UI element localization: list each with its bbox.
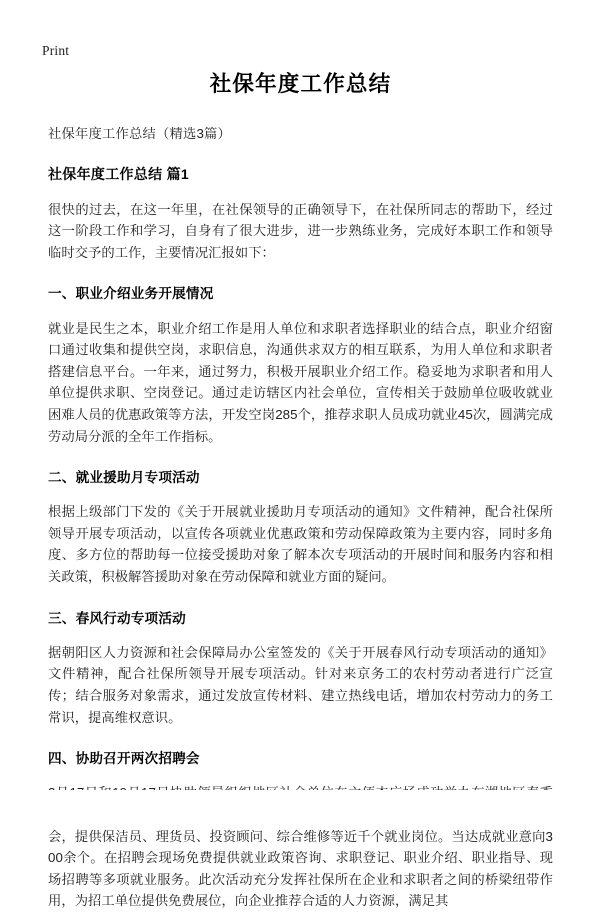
section-paragraph-4: 会，提供保洁员、理货员、投资顾问、综合维修等近千个就业岗位。当达成就业意向300余个。在招聘会现场免费提供就业政策咨询、求职登记、职业介绍、职业指导、现场招聘等多项就业服务。此次活动充分发挥社保所在企业和求职者之间的桥梁纽带作用，为招工单位提供免费展位，向企业推荐合适的人力资源，满足其 xyxy=(48,828,553,909)
section-heading-3: 三、春风行动专项活动 xyxy=(48,610,186,626)
article-heading: 社保年度工作总结 篇1 xyxy=(48,165,189,182)
document-subtitle: 社保年度工作总结（精选3篇） xyxy=(48,126,232,142)
page-bottom-fade xyxy=(0,790,600,828)
page-title: 社保年度工作总结 xyxy=(209,72,392,96)
section-paragraph-3: 据朝阳区人力资源和社会保障局办公室签发的《关于开展春风行动专项活动的通知》文件精神，配合社保所领导开展专项活动。针对来京务工的农村劳动者进行广泛宣传；结合服务对象需求，通过发放宣传材料、建立热线电话，增加农村劳动力的务工常识，提高维权意识。 xyxy=(48,644,553,725)
print-button[interactable]: Print xyxy=(42,43,70,58)
section-paragraph-2: 根据上级部门下发的《关于开展就业援助月专项活动的通知》文件精神，配合社保所领导开展专项活动，以宣传各项就业优惠政策和劳动保障政策为主要内容，同时多角度、多方位的帮助每一位接受援助对象了解本次专项活动的开展时间和服务内容和相关政策，积极解答援助对象在劳动保障和就业方面的疑问。 xyxy=(48,504,553,585)
section-heading-4: 四、协助召开两次招聘会 xyxy=(48,751,200,767)
document-body xyxy=(48,68,553,912)
intro-paragraph: 很快的过去，在这一年里，在社保领导的正确领导下，在社保所同志的帮助下，经过这一阶段工作和学习，自身有了很大进步，进一步熟练业务，完成好本职工作和领导临时交予的工作，主要情况汇报如下： xyxy=(48,201,553,260)
section-heading-1: 一、职业介绍业务开展情况 xyxy=(48,286,214,302)
section-heading-2: 二、就业援助月专项活动 xyxy=(48,470,200,486)
section-paragraph-1: 就业是民生之本，职业介绍工作是用人单位和求职者选择职业的结合点，职业介绍窗口通过收集和提供空岗，求职信息，沟通供求双方的相互联系，为用人单位和求职者搭建信息平台。一年来，通过努力，积极开展职业介绍工作。稳妥地为求职者和用人单位提供求职、空岗登记。通过走访辖区内社会单位，宣传相关于鼓励单位吸收就业困难人员的优惠政策等方法，开发空岗285个，推荐求职人员成功就业45次，圆满完成劳动局分派的全年工作指标。 xyxy=(48,320,553,444)
